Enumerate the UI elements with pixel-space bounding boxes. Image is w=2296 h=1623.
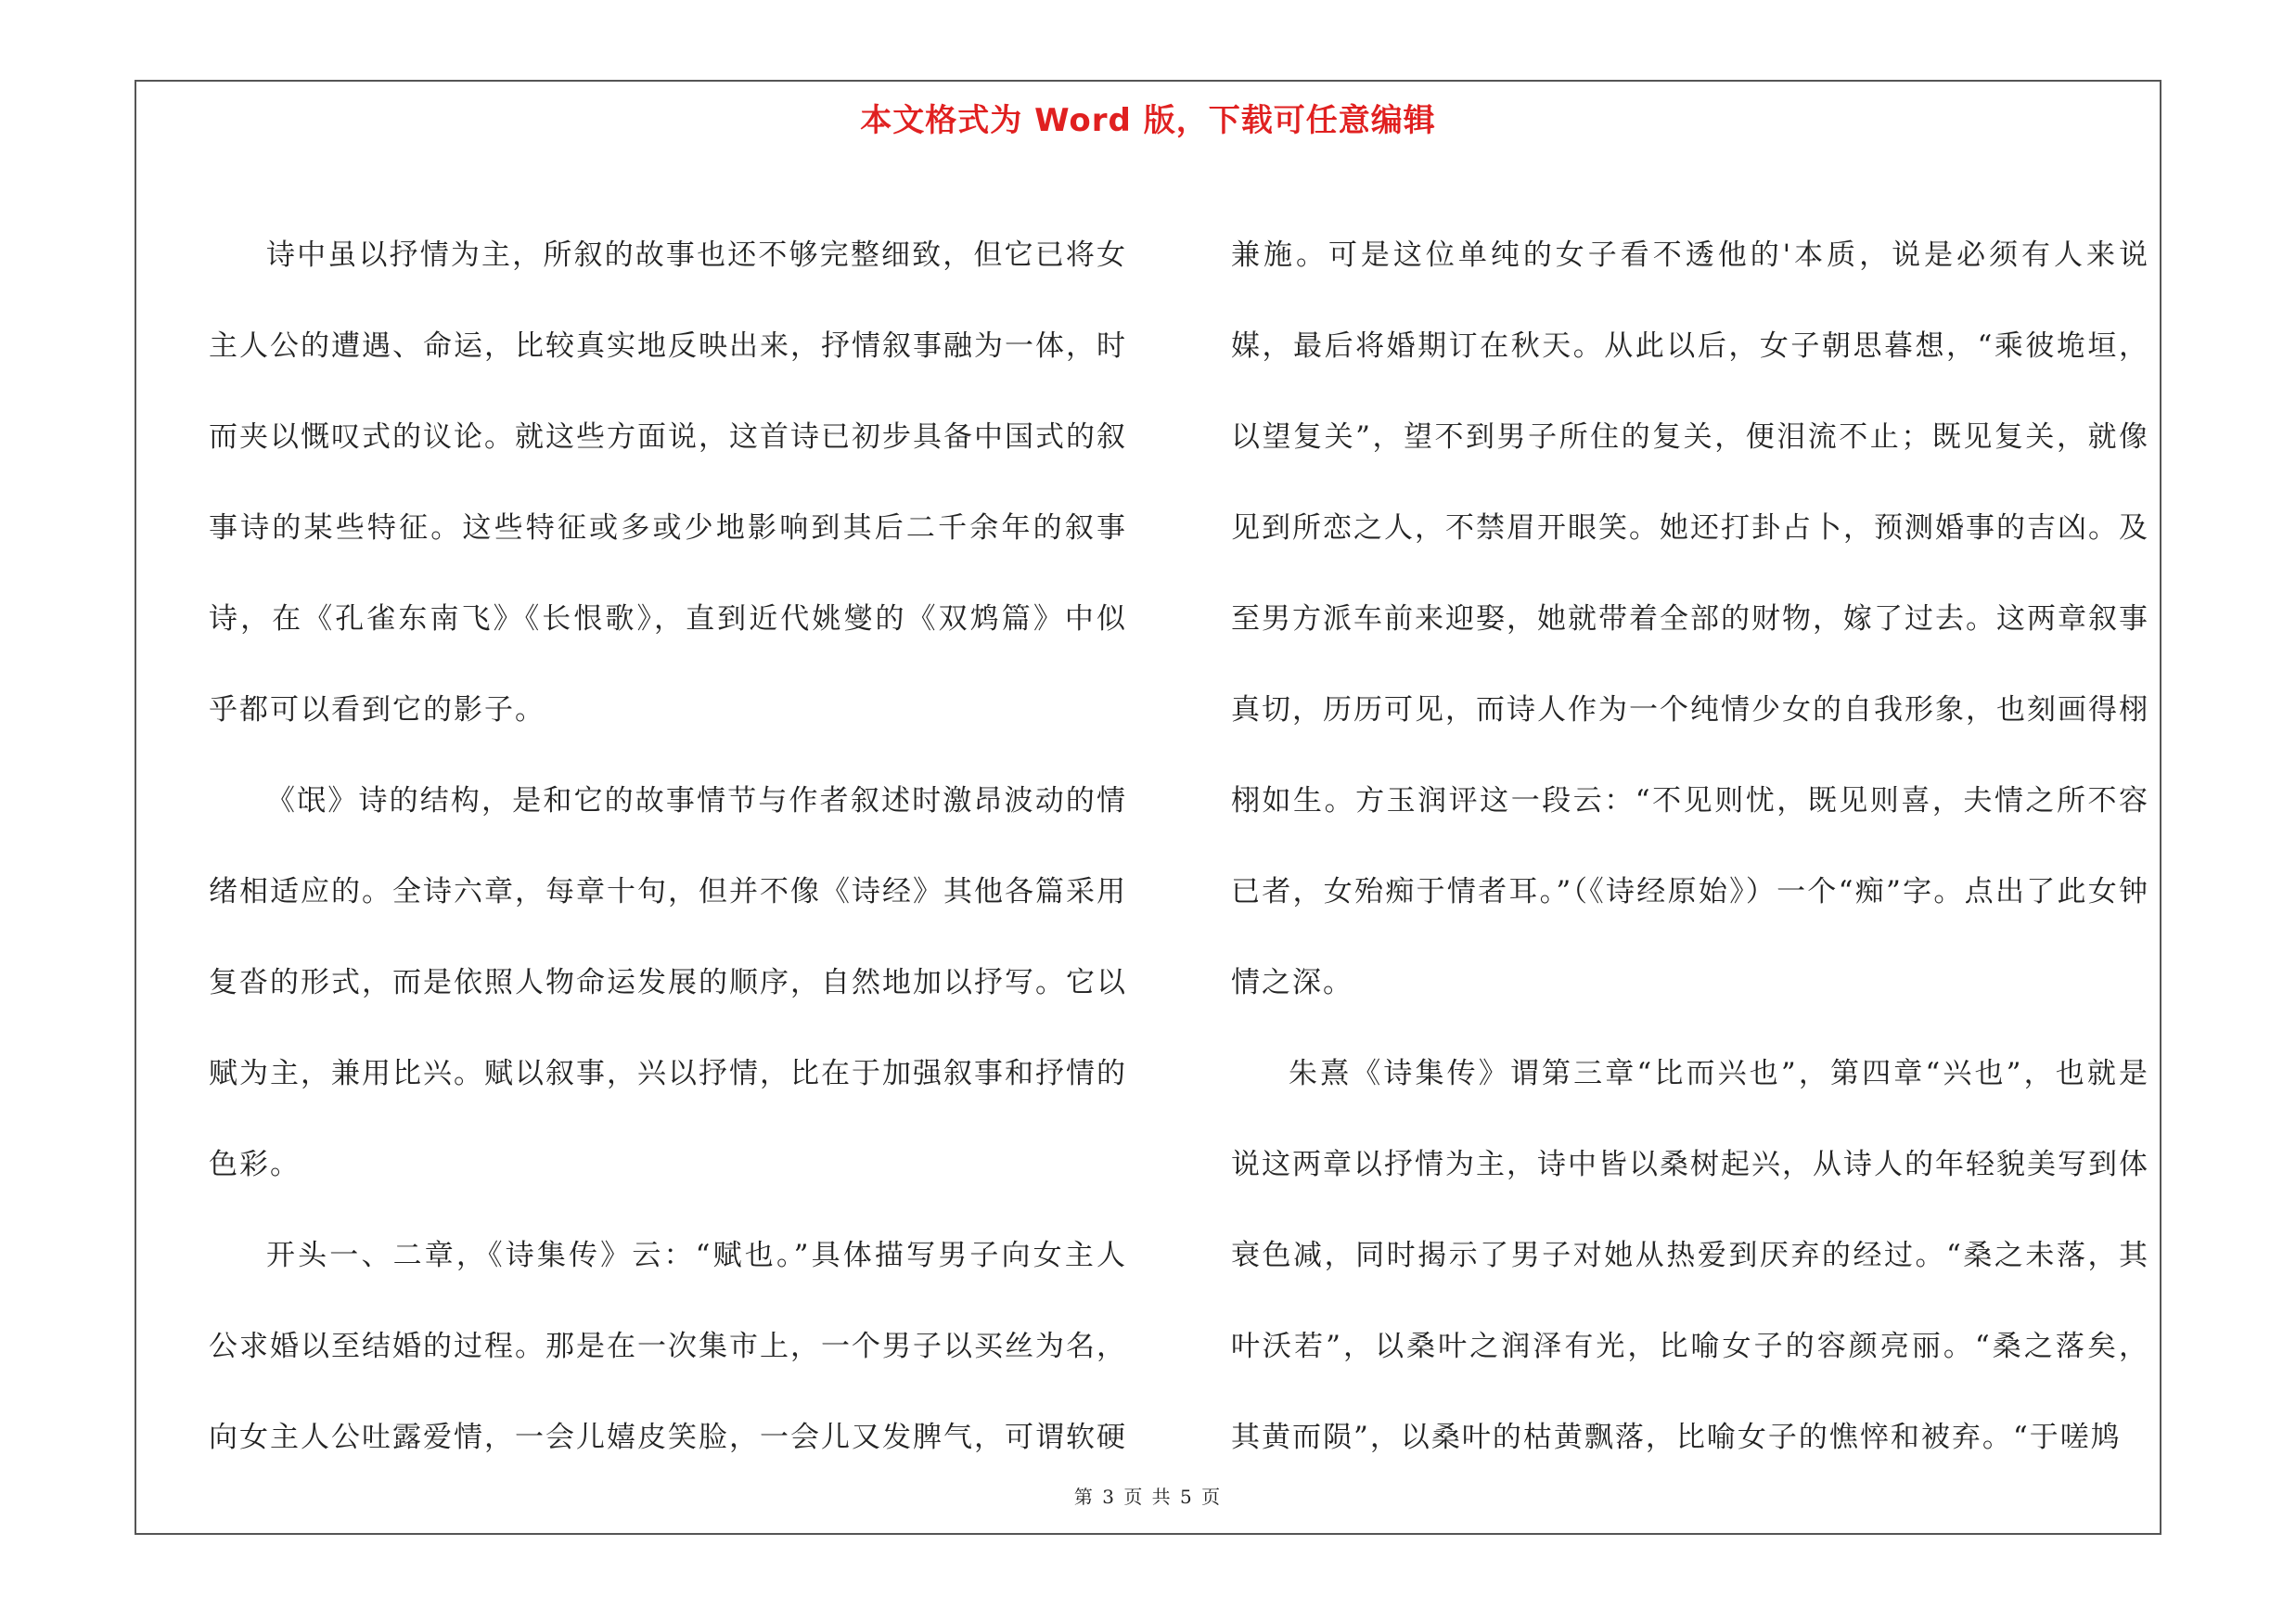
page-number-footer: 第 3 页 共 5 页 xyxy=(1073,1486,1223,1508)
right-column xyxy=(1231,210,2149,1483)
paragraph-4: 朱熹《诗集传》谓第三章“比而兴也”，第四章“兴也”，也就是说这两章以抒情为主，诗中皆以桑树起兴，从诗人的年轻貌美写到体衰色减，同时揭示了男子对她从热爱到厌弃的经过。“桑之未落，其叶沃若”，以桑叶之润泽有光，比喻女子的容颜亮丽。“桑之落矣，其黄而陨”，以桑叶的枯黄飘落，比喻女子的憔悴和被弃。“于嗟鸠 xyxy=(1231,1057,2149,1454)
paragraph-3: 开头一、二章，《诗集传》云：“赋也。”具体描写男子向女主人公求婚以至结婚的过程。那是在一次集市上，一个男子以买丝为名，向女主人公吐露爱情，一会儿嬉皮笑脸，一会儿又发脾气，可谓软硬 xyxy=(209,1239,1127,1454)
editable-notice-banner: 本文格式为 Word 版，下载可任意编辑 xyxy=(860,102,1436,139)
left-column xyxy=(209,210,1127,1483)
paragraph-3-continued: 兼施。可是这位单纯的女子看不透他的'本质，说是必须有人来说媒，最后将婚期订在秋天。从此以后，女子朝思暮想，“乘彼垝垣，以望复关”，望不到男子所住的复关，便泪流不止；既见复关，就像见到所恋之人，不禁眉开眼笑。她还打卦占卜，预测婚事的吉凶。及至男方派车前来迎娶，她就带着全部的财物，嫁了过去。这两章叙事真切，历历可见，而诗人作为一个纯情少女的自我形象，也刻画得栩栩如生。方玉润评这一段云：“不见则忧，既见则喜，夫情之所不容已者，女殆痴于情者耳。”（《诗经原始》）一个“痴”字。点出了此女钟情之深。 xyxy=(1231,238,2149,999)
page-frame xyxy=(135,80,2161,1535)
paragraph-2: 《氓》诗的结构，是和它的故事情节与作者叙述时激昂波动的情绪相适应的。全诗六章，每章十句，但并不像《诗经》其他各篇采用复沓的形式，而是依照人物命运发展的顺序，自然地加以抒写。它以赋为主，兼用比兴。赋以叙事，兴以抒情，比在于加强叙事和抒情的色彩。 xyxy=(209,784,1127,1181)
paragraph-1: 诗中虽以抒情为主，所叙的故事也还不够完整细致，但它已将女主人公的遭遇、命运，比较真实地反映出来，抒情叙事融为一体，时而夹以慨叹式的议论。就这些方面说，这首诗已初步具备中国式的叙事诗的某些特征。这些特征或多或少地影响到其后二千余年的叙事诗，在《孔雀东南飞》《长恨歌》，直到近代姚燮的《双鸩篇》中似乎都可以看到它的影子。 xyxy=(209,238,1127,727)
